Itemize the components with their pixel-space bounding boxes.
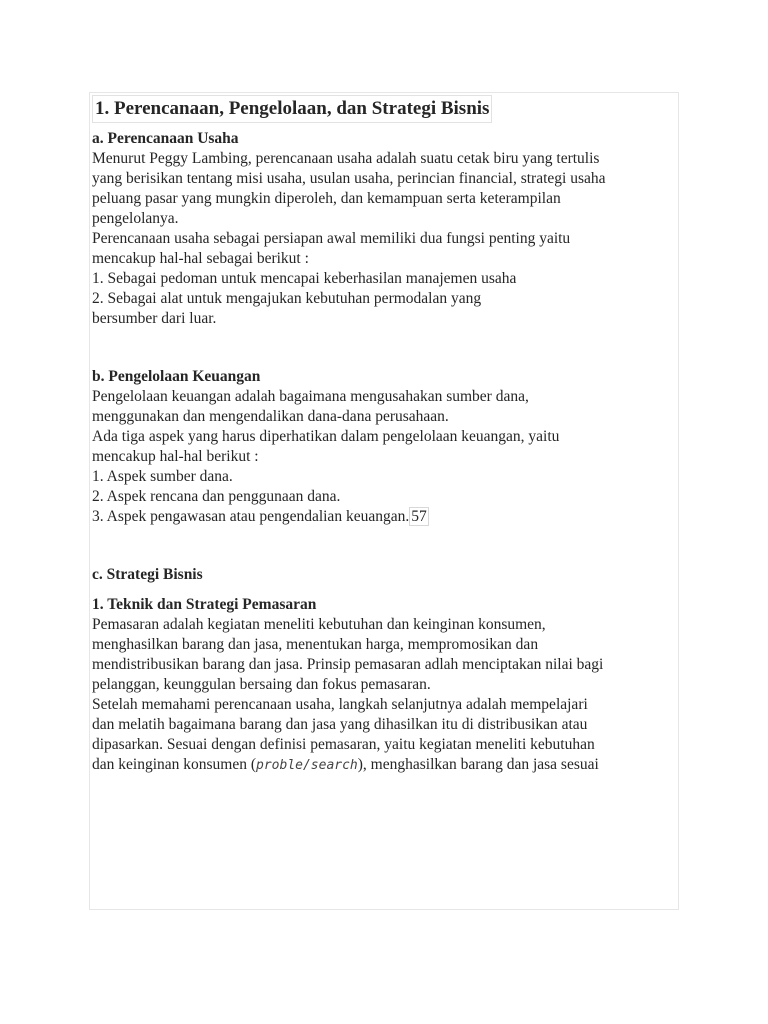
text-line: mencakup hal-hal berikut : xyxy=(92,448,259,465)
item-text: 3. Aspek pengawasan atau pengendalian keuangan. xyxy=(92,508,410,525)
text-line: dipasarkan. Sesuai dengan definisi pemasaran, yaitu kegiatan meneliti kebutuhan xyxy=(92,736,595,753)
section-a-paragraph-2 xyxy=(92,229,675,269)
section-c-heading: c. Strategi Bisnis xyxy=(92,566,203,583)
text-line-part: ), menghasilkan barang dan jasa sesuai xyxy=(357,756,599,773)
section-b-item-1: 1. Aspek sumber dana. xyxy=(92,468,233,485)
text-line: menggunakan dan mengendalikan dana-dana perusahaan. xyxy=(92,408,449,425)
text-line: yang berisikan tentang misi usaha, usulan usaha, perincian financial, strategi usaha xyxy=(92,170,606,187)
document-content xyxy=(90,93,678,776)
section-b-heading: b. Pengelolaan Keuangan xyxy=(92,368,261,385)
text-line: pengelolanya. xyxy=(92,210,179,227)
section-c-paragraph-2 xyxy=(92,695,675,776)
section-b-item-3 xyxy=(92,507,675,527)
document-page xyxy=(89,92,679,910)
text-line-part: dan keinginan konsumen ( xyxy=(92,756,257,773)
text-line: dan melatih bagaimana barang dan jasa yang dihasilkan itu di distribusikan atau xyxy=(92,716,588,733)
text-line: Ada tiga aspek yang harus diperhatikan dalam pengelolaan keuangan, yaitu xyxy=(92,428,560,445)
text-line: Setelah memahami perencanaan usaha, langkah selanjutnya adalah mempelajari xyxy=(92,696,588,713)
section-a-item-1: 1. Sebagai pedoman untuk mencapai keberhasilan manajemen usaha xyxy=(92,270,517,287)
text-line: mencakup hal-hal sebagai berikut : xyxy=(92,250,309,267)
text-line: mendistribusikan barang dan jasa. Prinsip pemasaran adlah menciptakan nilai bagi xyxy=(92,656,604,673)
text-line: peluang pasar yang mungkin diperoleh, dan kemampuan serta keterampilan xyxy=(92,190,561,207)
text-line: Pemasaran adalah kegiatan meneliti kebutuhan dan keinginan konsumen, xyxy=(92,616,546,633)
section-a-item-2: 2. Sebagai alat untuk mengajukan kebutuhan permodalan yang xyxy=(92,290,482,307)
section-b-item-2: 2. Aspek rencana dan penggunaan dana. xyxy=(92,488,341,505)
document-title: 1. Perencanaan, Pengelolaan, dan Strategi Bisnis xyxy=(92,95,492,123)
section-c-subheading: 1. Teknik dan Strategi Pemasaran xyxy=(92,596,317,613)
text-line: Pengelolaan keuangan adalah bagaimana mengusahakan sumber dana, xyxy=(92,388,529,405)
section-b-paragraph-1 xyxy=(92,387,675,427)
text-line: Perencanaan usaha sebagai persiapan awal memiliki dua fungsi penting yaitu xyxy=(92,230,571,247)
section-b-paragraph-2 xyxy=(92,427,675,467)
section-a-paragraph-1 xyxy=(92,149,675,229)
section-c-paragraph-1 xyxy=(92,615,675,695)
footnote-reference[interactable]: 57 xyxy=(411,508,427,525)
text-line: menghasilkan barang dan jasa, menentukan harga, mempromosikan dan xyxy=(92,636,539,653)
text-line: Menurut Peggy Lambing, perencanaan usaha adalah suatu cetak biru yang tertulis xyxy=(92,150,600,167)
text-line: pelanggan, keunggulan bersaing dan fokus pemasaran. xyxy=(92,676,431,693)
italic-term: proble/search xyxy=(256,758,358,773)
section-a-item-2-continuation: bersumber dari luar. xyxy=(92,310,217,327)
section-a-heading: a. Perencanaan Usaha xyxy=(92,130,239,147)
